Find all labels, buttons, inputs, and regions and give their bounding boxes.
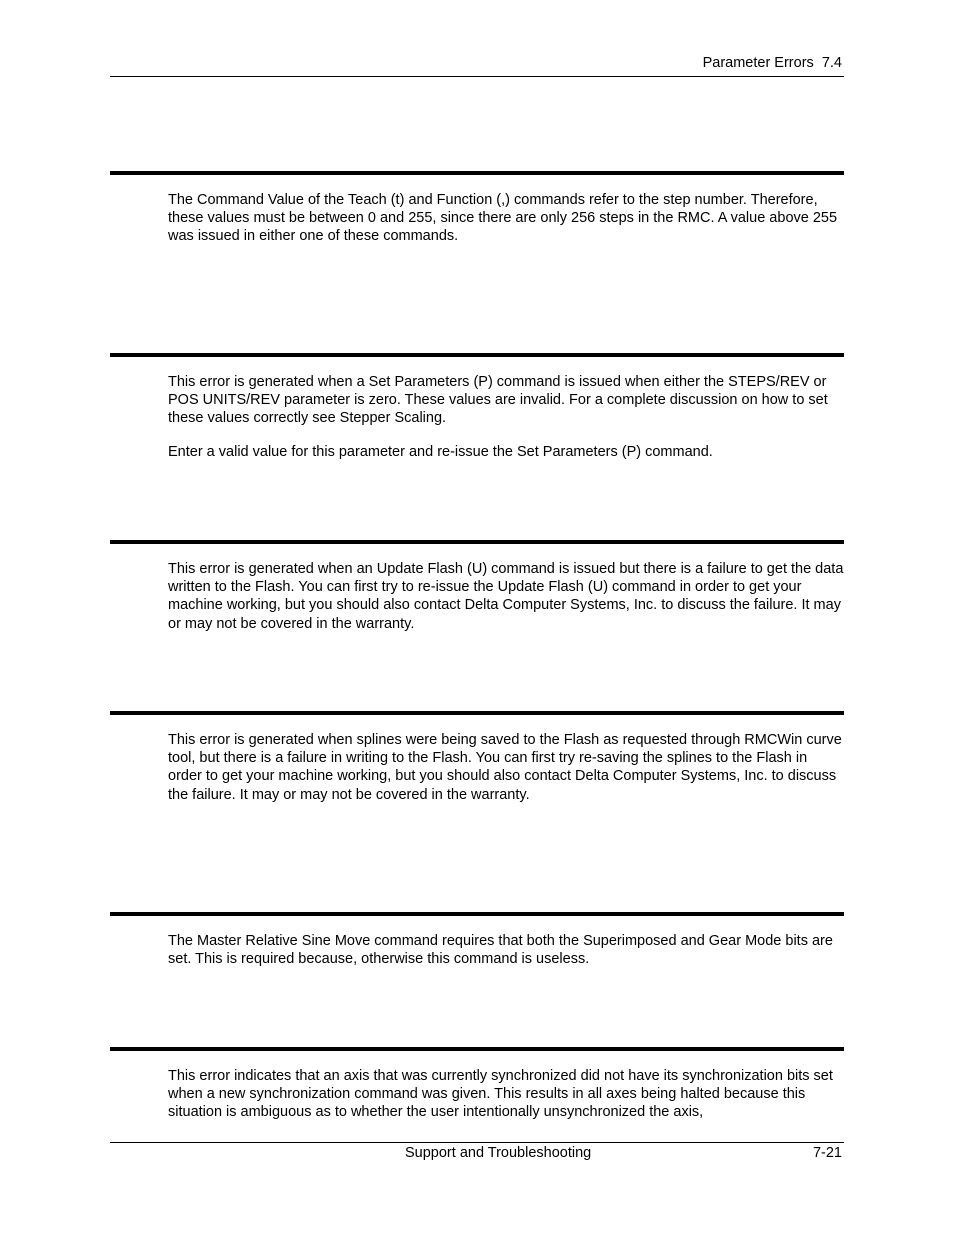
footer-rule [110,1142,844,1143]
header-rule [110,76,844,77]
section-rule [110,540,844,544]
section-6-paragraph: This error indicates that an axis that was currently synchronized did not have its synchronization bits set when a new synchronization command was given. This results in all axes being halted because this situation is ambiguous as to whether the user intentionally unsynchronized the axis, [168,1068,833,1121]
section-2-paragraph-1: This error is generated when a Set Parameters (P) command is issued when either the STEPS/REV or POS UNITS/REV parameter is zero. These values are invalid. For a complete discussion on how to set these values correctly see Stepper Scaling. [168,374,828,427]
page-number: 7-21 [812,1145,842,1161]
section-3-paragraph: This error is generated when an Update Flash (U) command is issued but there is a failure to get the data written to the Flash. You can first try to re-issue the Update Flash (U) command in order to get your machine working, but you should also contact Delta Computer Systems, Inc. to discuss the failure. It may or may not be covered in the warranty. [168,561,844,632]
section-rule [110,353,844,357]
section-rule [110,912,844,916]
section-rule [110,1047,844,1051]
running-header: Parameter Errors 7.4 [702,55,842,71]
section-rule [110,171,844,175]
footer-chapter-title: Support and Troubleshooting [405,1145,592,1161]
section-2-paragraph-2: Enter a valid value for this parameter and re-issue the Set Parameters (P) command. [168,444,713,460]
section-rule [110,711,844,715]
section-1-paragraph: The Command Value of the Teach (t) and Function (,) commands refer to the step number. Therefore, these values must be between 0 and 255, since there are only 256 steps in the RMC. A value above 255 was issued in either one of these commands. [168,192,838,245]
section-5-paragraph: The Master Relative Sine Move command requires that both the Superimposed and Gear Mode bits are set. This is required because, otherwise this command is useless. [168,933,833,968]
section-4-paragraph: This error is generated when splines were being saved to the Flash as requested through RMCWin curve tool, but there is a failure in writing to the Flash. You can first try re-saving the splines to the Flash in order to get your machine working, but you should also contact Delta Computer Systems, Inc. to discuss the failure. It may or may not be covered in the warranty. [168,732,842,803]
